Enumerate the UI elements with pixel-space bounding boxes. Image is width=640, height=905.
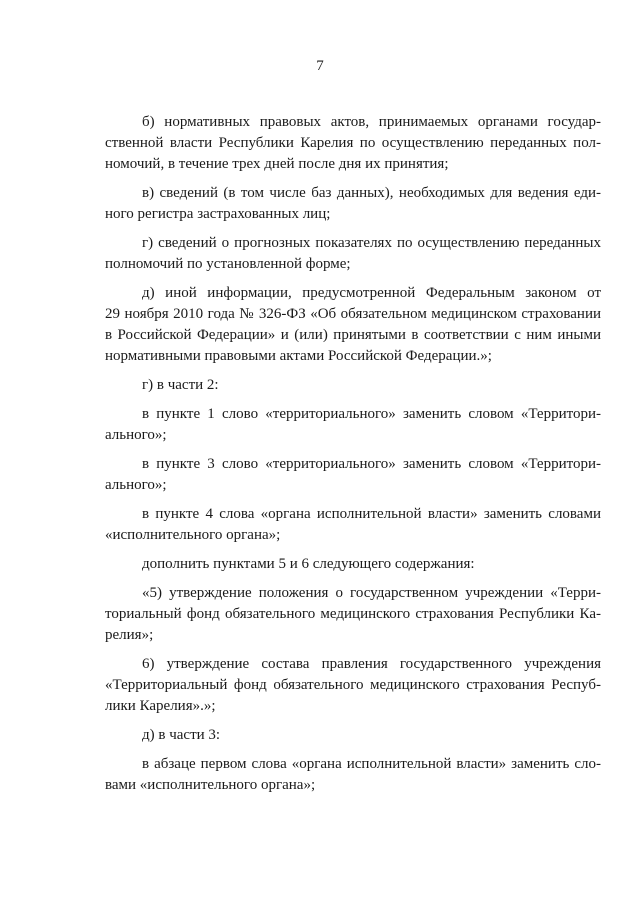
paragraph (105, 654, 601, 717)
paragraph (105, 754, 601, 796)
paragraph (105, 183, 601, 225)
document-body (105, 112, 601, 804)
paragraph-line: в) сведений (в том числе баз данных), необходимых для ведения еди- (142, 185, 601, 201)
paragraph-line: ственной власти Республики Карелия по осуществлению переданных пол- (105, 135, 601, 151)
paragraph-line: ториальный фонд обязательного медицинского страхования Республики Ка- (105, 606, 601, 622)
paragraph (105, 375, 601, 396)
paragraph-line: г) сведений о прогнозных показателях по осуществлению переданных (142, 235, 601, 251)
paragraph-line: в пункте 3 слово «территориального» заменить словом «Территори- (142, 456, 601, 472)
paragraph (105, 283, 601, 367)
paragraph (105, 233, 601, 275)
paragraph-line: в пункте 1 слово «территориального» заменить словом «Территори- (142, 406, 601, 422)
paragraph-line: «исполнительного органа»; (105, 527, 281, 543)
paragraph-line: 6) утверждение состава правления государственного учреждения (142, 656, 601, 672)
paragraph-line: д) иной информации, предусмотренной Федеральным законом от (142, 285, 601, 301)
paragraph-line: б) нормативных правовых актов, принимаемых органами государ- (142, 114, 601, 130)
paragraph-line: релия»; (105, 627, 154, 643)
paragraph-line: д) в части 3: (142, 727, 221, 743)
paragraph-line: ального»; (105, 477, 167, 493)
paragraph-line: г) в части 2: (142, 377, 219, 393)
paragraph-line: в абзаце первом слова «органа исполнительной власти» заменить сло- (142, 756, 601, 772)
paragraph-line: лики Карелия».»; (105, 698, 216, 714)
paragraph-line: вами «исполнительного органа»; (105, 777, 316, 793)
paragraph (105, 583, 601, 646)
paragraph (105, 554, 601, 575)
paragraph-line: ного регистра застрахованных лиц; (105, 206, 331, 222)
paragraph-line: ального»; (105, 427, 167, 443)
paragraph (105, 112, 601, 175)
paragraph-line: полномочий по установленной форме; (105, 256, 351, 272)
paragraph-line: «Территориальный фонд обязательного медицинского страхования Респуб- (105, 677, 601, 693)
paragraph-line: в пункте 4 слова «органа исполнительной власти» заменить словами (142, 506, 601, 522)
page-number: 7 (316, 58, 324, 74)
paragraph (105, 725, 601, 746)
paragraph (105, 504, 601, 546)
paragraph-line: дополнить пунктами 5 и 6 следующего содержания: (142, 556, 475, 572)
paragraph-line: «5) утверждение положения о государственном учреждении «Терри- (142, 585, 601, 601)
paragraph-line: в Российской Федерации» и (или) принятыми в соответствии с ним иными (105, 327, 601, 343)
paragraph-line: нормативными правовыми актами Российской Федерации.»; (105, 348, 492, 364)
paragraph (105, 454, 601, 496)
paragraph-line: номочий, в течение трех дней после дня их принятия; (105, 156, 449, 172)
paragraph (105, 404, 601, 446)
paragraph-line: 29 ноября 2010 года № 326-ФЗ «Об обязательном медицинском страховании (105, 306, 601, 322)
